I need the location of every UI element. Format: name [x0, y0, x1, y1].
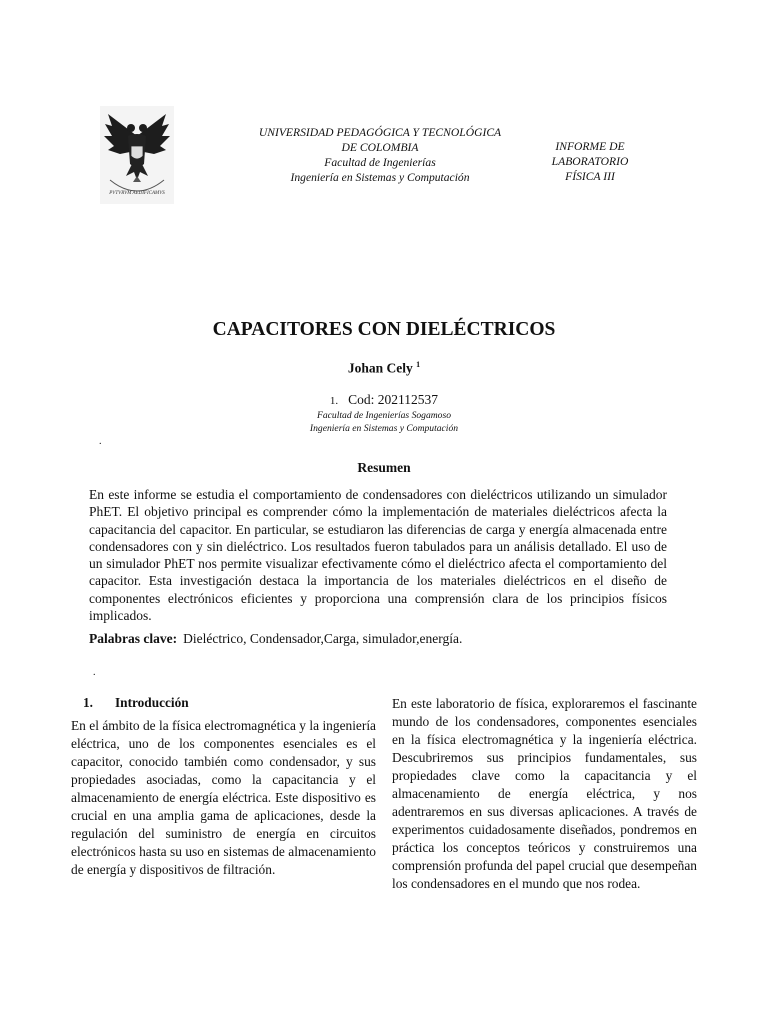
student-code: Cod: 202112537 — [348, 392, 439, 407]
column-right — [392, 695, 697, 893]
abstract-heading: Resumen — [357, 460, 411, 475]
author-name: Johan Cely — [347, 360, 413, 376]
affiliation-program: Ingeniería en Sistemas y Computación — [309, 423, 459, 434]
report-line3: FÍSICA III — [565, 170, 615, 183]
keywords-list: Dieléctrico, Condensador,Carga, simulador,energía. — [183, 631, 463, 646]
section-heading — [83, 695, 376, 711]
affiliation-faculty: Facultad de Ingenierías Sogamoso — [316, 410, 452, 421]
header-university-block — [200, 125, 560, 185]
paper-title: CAPACITORES CON DIELÉCTRICOS — [212, 319, 556, 340]
university-name-line1: UNIVERSIDAD PEDAGÓGICA Y TECNOLÓGICA — [258, 126, 502, 139]
report-line1: INFORME DE — [555, 140, 625, 153]
keywords-line — [89, 631, 667, 647]
author-line — [0, 360, 768, 377]
stray-dot: . — [99, 436, 102, 447]
svg-text:PVTVRVM AEDIFICAMVS: PVTVRVM AEDIFICAMVS — [109, 191, 165, 196]
introduction-paragraph-right: En este laboratorio de física, exploraremos el fascinante mundo de los condensadores, componentes esenciales en la física electromagnética y la ingeniería eléctrica. Descubriremos sus principios fundamentales, sus propiedades clave como la capacitancia y el almacenamiento de energía eléctrica, y nos adentraremos en sus diversas aplicaciones. A través de experimentos cuidadosamente diseñados, pondremos en práctica los conceptos teóricos y construiremos una comprensión profunda del papel crucial que desempeñan los condensadores en el mundo que nos rodea. — [392, 696, 697, 891]
column-left — [71, 695, 376, 879]
affiliation-number: 1. — [329, 395, 339, 407]
faculty-name: Facultad de Ingenierías — [324, 156, 436, 169]
keywords-label: Palabras clave: — [89, 631, 178, 646]
university-name-line2: DE COLOMBIA — [341, 141, 419, 154]
program-name: Ingeniería en Sistemas y Computación — [290, 171, 470, 184]
university-logo — [100, 106, 174, 204]
header-report-block — [530, 139, 650, 184]
stray-dot-2: . — [93, 667, 96, 678]
section-title: Introducción — [115, 695, 189, 710]
report-line2: LABORATORIO — [551, 155, 629, 168]
affiliation-line — [0, 392, 768, 408]
section-number: 1. — [83, 695, 93, 710]
abstract-text: En este informe se estudia el comportamiento de condensadores con dieléctricos utilizando un simulador PhET. El objetivo principal es comprender cómo la implementación de materiales dieléctricos afecta la capacitancia del capacitor. En particular, se estudiaron las diferencias de carga y energía almacenada entre condensadores con y sin dieléctrico. Los resultados fueron tabulados para un análisis detallado. El uso de un simulador PhET nos permite visualizar efectivamente cómo el dieléctrico afecta el comportamiento del capacitor. Esta investigación destaca la importancia de los materiales dieléctricos en el diseño de componentes electrónicos eficientes y proporciona una comprensión clara de los principios físicos implicados. — [89, 487, 667, 624]
author-affiliation-marker: 1 — [416, 360, 421, 369]
introduction-paragraph-left: En el ámbito de la física electromagnética y la ingeniería eléctrica, uno de los componentes esenciales es el capacitor, conocido también como condensador, y sus propiedades asociadas, como la capacitancia y el almacenamiento de energía eléctrica. Este dispositivo es crucial en una amplia gama de aplicaciones, desde la regulación del suministro de energía en circuitos electrónicos hasta su uso en sistemas de almacenamiento de energía y dispositivos de filtración. — [71, 718, 376, 877]
affiliation-institution — [0, 409, 768, 435]
